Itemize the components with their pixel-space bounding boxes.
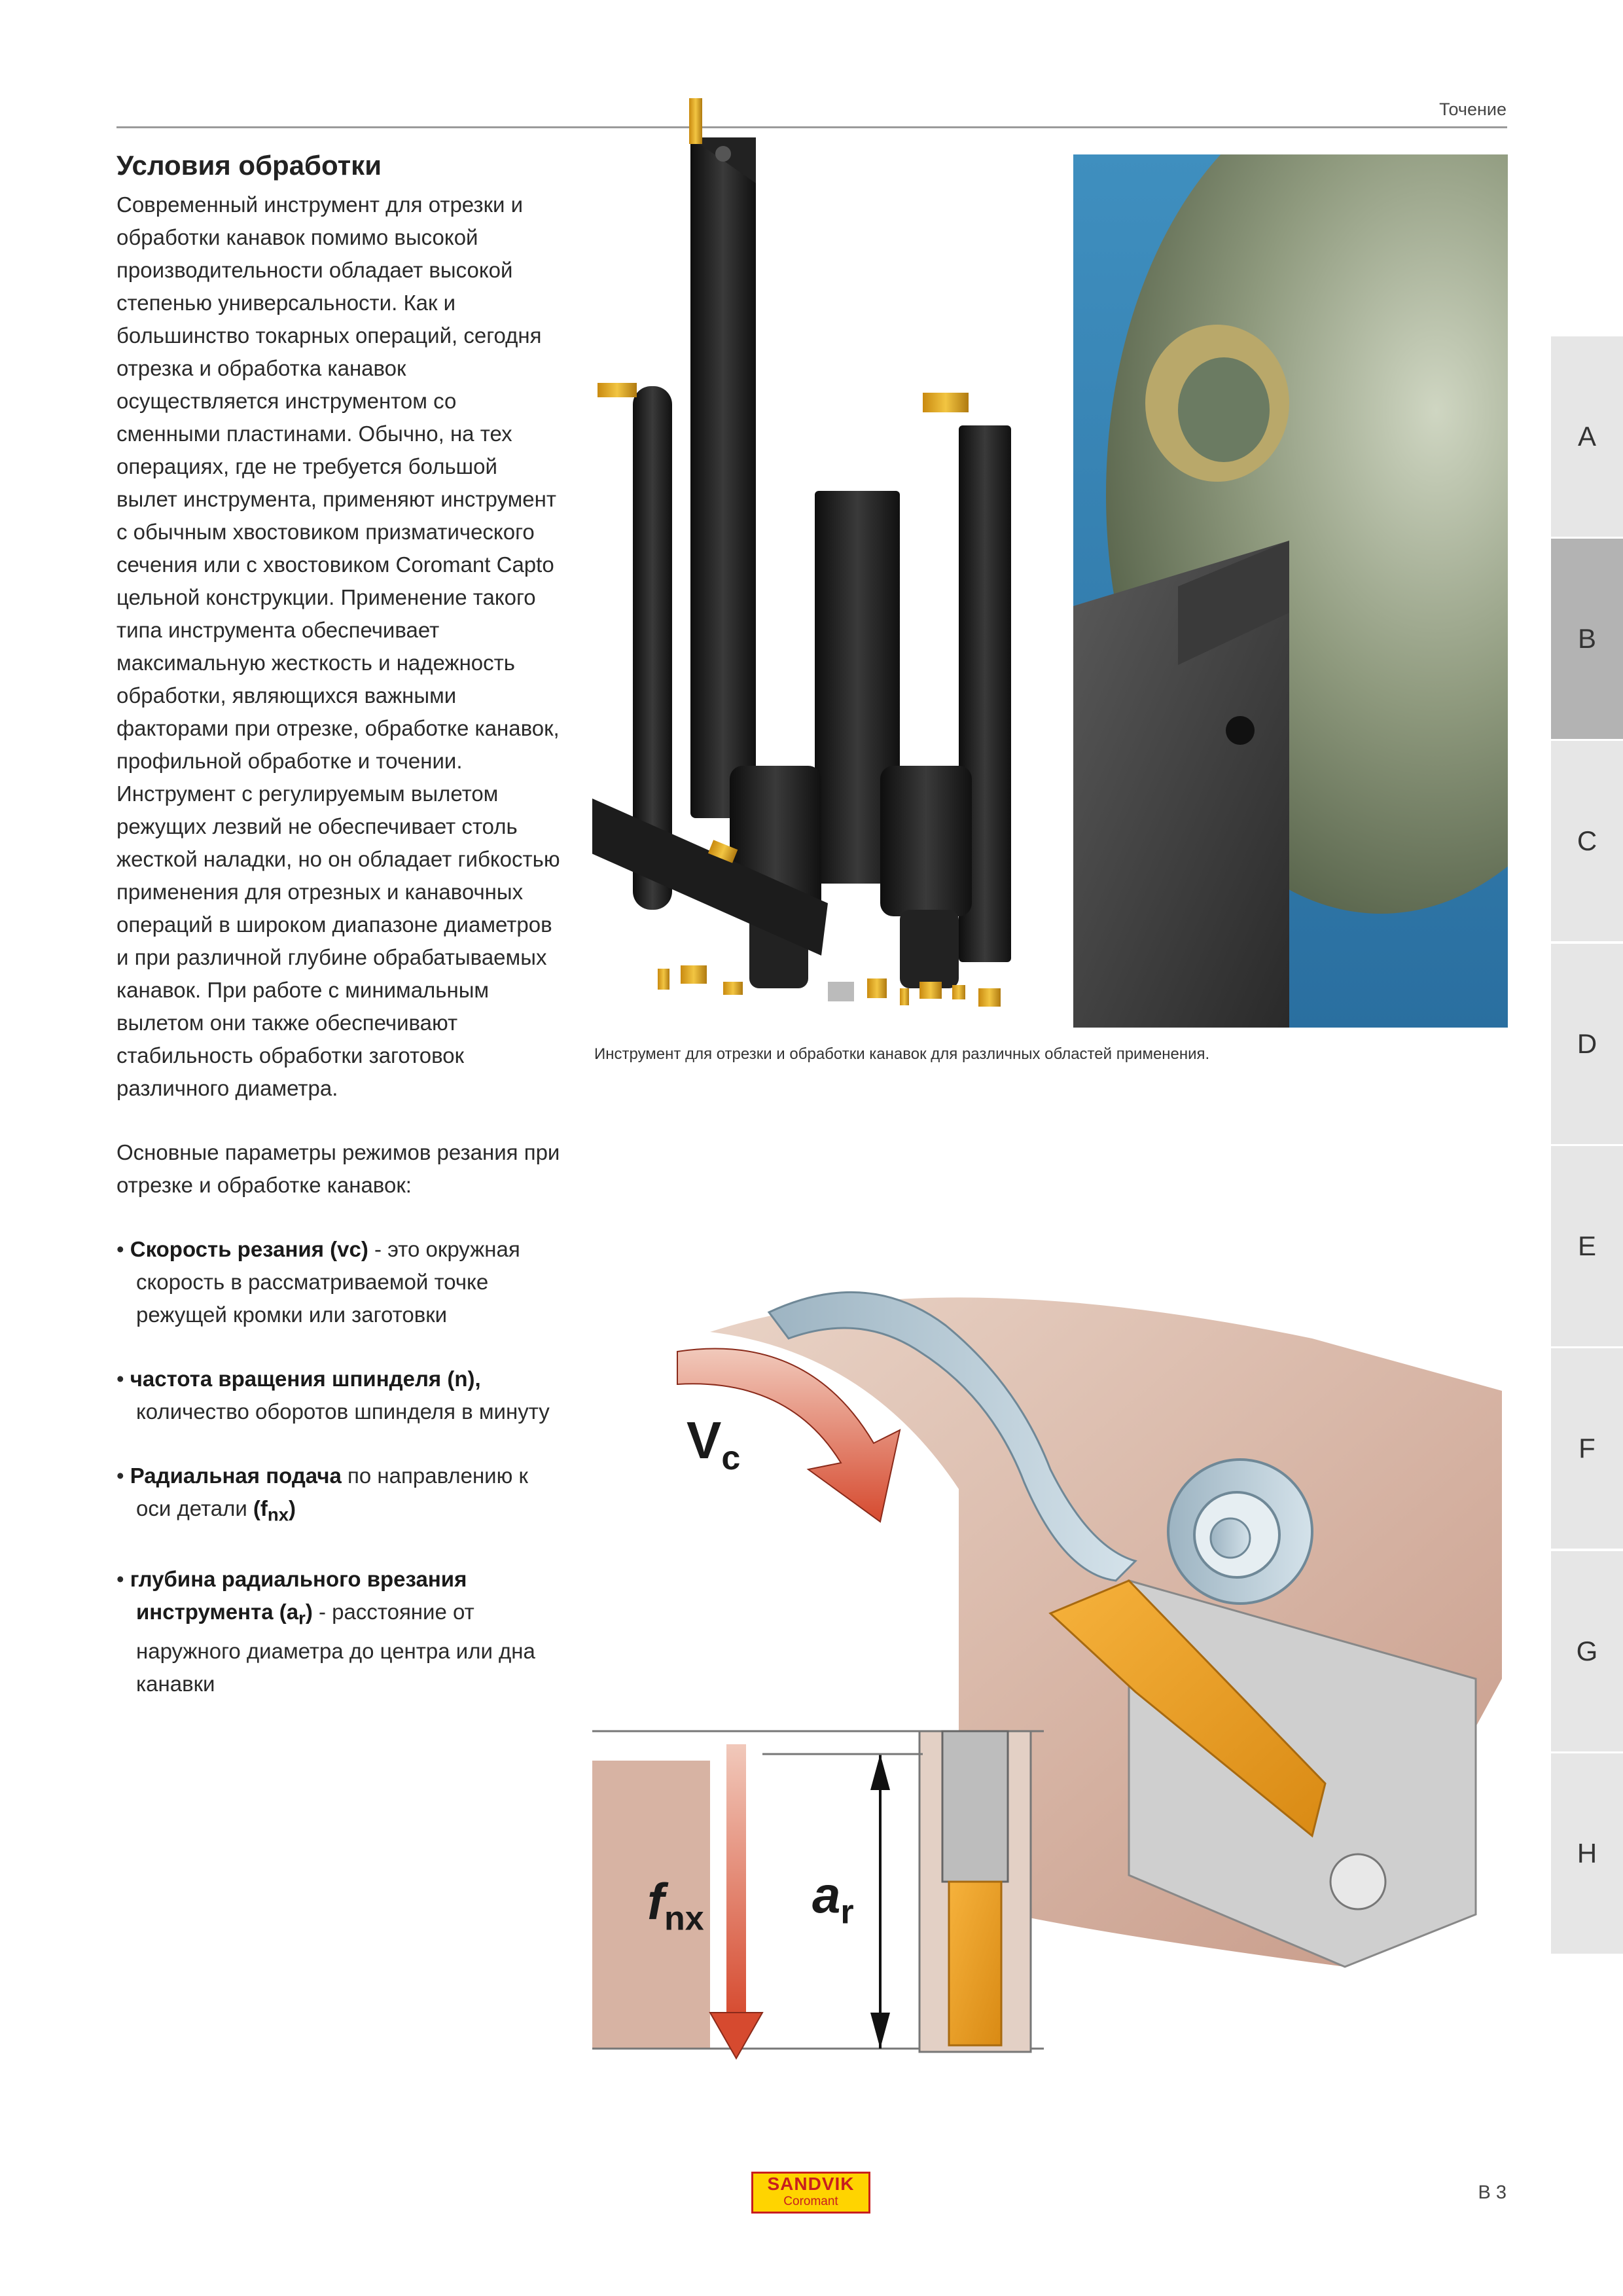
list-item — [116, 1563, 562, 1700]
definition: по направлению к оси детали — [136, 1463, 528, 1521]
intro-paragraph: Основные параметры режимов резания при отрезке и обработке канавок: — [116, 1140, 560, 1198]
logo-brand: SANDVIK — [767, 2174, 855, 2194]
symbol-close: ) — [289, 1496, 296, 1521]
logo-subbrand: Coromant — [783, 2195, 838, 2208]
symbol-sub: nx — [267, 1504, 289, 1525]
tab-h[interactable]: H — [1551, 1752, 1623, 1954]
ar-main: a — [812, 1866, 841, 1924]
tab-e[interactable]: E — [1551, 1145, 1623, 1346]
vc-label — [687, 1410, 740, 1478]
tools-photo — [592, 85, 1057, 1028]
text-column — [116, 149, 562, 1700]
symbol: (f — [253, 1496, 268, 1521]
bullet-mark: • — [116, 1463, 124, 1488]
tab-b[interactable]: B — [1551, 537, 1623, 739]
vc-sub: c — [721, 1439, 741, 1477]
list-item — [116, 1363, 562, 1428]
tab-d[interactable]: D — [1551, 942, 1623, 1144]
tab-a[interactable]: A — [1551, 335, 1623, 537]
section-label: Точение — [1439, 99, 1507, 119]
bullet-mark: • — [116, 1566, 124, 1591]
term: Радиальная подача — [130, 1463, 342, 1488]
page-number: B 3 — [1478, 2182, 1507, 2203]
ar-sub: r — [840, 1893, 854, 1931]
body-paragraph: Современный инструмент для отрезки и обработки канавок помимо высокой производительности обладает высокой степенью универсальности. Как и большинство токарных операций, сегодня отрезка и обработка канавок осуществляется инструментом со сменными пластинами. Обычно, на тех операциях, где не требуется большой вылет инструмента, применяют инструмент с обычным хвостовиком призматического сечения или с хвостовиком Coromant Capto цельной конструкции. Применение такого типа инструмента обеспечивает максимальную жесткость и надежность обработки, являющихся важными факторами при отрезке, обработке канавок, профильной обработке и точении. Инструмент с регулируемым вылетом режущих лезвий не обеспечивает столь жесткой наладки, но он обладает гибкостью применения для отрезных и канавочных операций в широком диапазоне диаметров и при различной глубине обрабатываемых канавок. При работе с минимальным вылетом они также обеспечивают стабильность обработки заготовок различного диаметра. — [116, 192, 560, 1101]
cutting-diagram — [592, 1273, 1508, 2150]
ar-label — [812, 1865, 854, 1932]
figure-caption: Инструмент для отрезки и обработки канавок для различных областей применения. — [594, 1045, 1210, 1063]
fnx-label — [647, 1872, 704, 1939]
page-title: Условия обработки — [116, 150, 382, 181]
fnx-main: f — [647, 1873, 664, 1930]
definition: - расстояние от наружного диаметра до центра или дна канавки — [136, 1599, 535, 1696]
definition: количество оборотов шпинделя в минуту — [136, 1399, 550, 1424]
bullet-mark: • — [116, 1237, 124, 1262]
bullet-mark: • — [116, 1367, 124, 1391]
term: частота вращения шпинделя (n), — [130, 1367, 481, 1391]
diagram-art — [592, 1273, 1508, 2150]
list-item — [116, 1460, 562, 1532]
list-item — [116, 1233, 562, 1331]
tab-f[interactable]: F — [1551, 1347, 1623, 1549]
symbol-close: ) — [305, 1599, 313, 1624]
symbol-sub: r — [298, 1607, 306, 1628]
tab-g[interactable]: G — [1551, 1550, 1623, 1751]
vc-main: V — [687, 1411, 722, 1469]
fnx-sub: nx — [664, 1899, 704, 1938]
machining-photo — [1073, 154, 1508, 1028]
definition: - это окружная скорость в рассматриваемой точке режущей кромки или заготовки — [136, 1237, 520, 1327]
parameter-list — [116, 1233, 562, 1700]
sandvik-logo — [751, 2172, 870, 2214]
term: глубина радиального врезания инструмента (a — [130, 1566, 467, 1624]
tab-c[interactable]: C — [1551, 740, 1623, 941]
term: Скорость резания (vc) — [130, 1237, 368, 1262]
